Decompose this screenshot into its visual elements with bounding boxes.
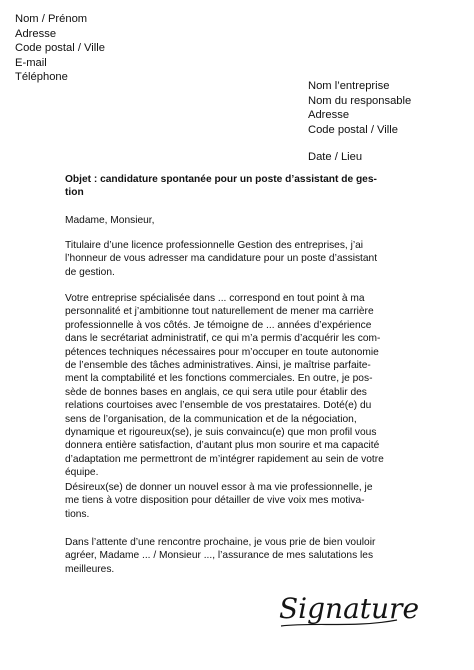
date-place-text: Date / Lieu	[308, 151, 363, 163]
paragraph-line: agréer, Madame ... / Monsieur ..., l’assurance de mes salutations les	[65, 550, 374, 562]
paragraph-line: dynamique et rigoureux(se), je suis convaincu(e) que mon profil vous	[65, 427, 377, 439]
paragraph-introduction	[65, 239, 377, 279]
sender-block	[15, 12, 105, 85]
paragraph-line: Titulaire d’une licence professionnelle Gestion des entreprises, j’ai	[65, 240, 364, 251]
subject-line-1: Objet : candidature spontanée pour un poste d’assistant de ges-	[65, 174, 377, 185]
paragraph-line: pétences techniques nécessaires pour m’occuper en toute autonomie	[65, 346, 379, 358]
sender-phone: Téléphone	[15, 71, 68, 84]
paragraph-line: sens de l’organisation, de la communication et de la négociation,	[65, 413, 357, 425]
recipient-block	[308, 79, 411, 137]
recipient-address: Adresse	[308, 109, 350, 122]
paragraph-line: donnera entière satisfaction, d’autant plus mon sourire et ma capacité	[65, 440, 380, 452]
sender-name: Nom / Prénom	[15, 13, 88, 25]
handwritten-signature	[275, 582, 420, 634]
paragraph-line: ment la comptabilité et les fonctions commerciales. En outre, je pos-	[65, 373, 373, 385]
recipient-manager: Nom du responsable	[308, 94, 412, 107]
salutation	[65, 214, 154, 227]
sender-postal-city: Code postal / Ville	[15, 42, 105, 55]
paragraph-line: tions.	[65, 508, 90, 520]
subject-line-2: tion	[65, 187, 84, 199]
signature-text: Signature	[279, 592, 420, 625]
paragraph-line: me tiens à votre disposition pour détailler de vive voix mes motiva-	[65, 495, 365, 507]
paragraph-line: meilleures.	[65, 563, 115, 575]
date-place	[308, 150, 362, 165]
paragraph-line: professionnelle à vos côtés. Je témoigne de ... années d’expérience	[65, 319, 372, 331]
paragraph-line: personnalité et j’ambitionne tout naturellement de mener ma carrière	[65, 306, 374, 318]
recipient-company: Nom l’entreprise	[308, 80, 390, 92]
paragraph-line: relations courtoises avec l’ensemble de vos prestataires. Doté(e) du	[65, 400, 372, 412]
signature-drawing	[275, 582, 420, 634]
paragraph-closing	[65, 536, 375, 576]
recipient-postal-city: Code postal / Ville	[308, 123, 398, 136]
salutation-text: Madame, Monsieur,	[65, 215, 155, 226]
paragraph-line: l’honneur de vous adresser ma candidature pour un poste d’assistant	[65, 253, 378, 265]
paragraph-line: sède de bonnes bases en anglais, ce qui sera utile pour établir des	[65, 386, 367, 398]
paragraph-line: équipe.	[65, 467, 99, 479]
paragraph-line: de gestion.	[65, 266, 115, 278]
paragraph-line: de l’ensemble des tâches administratives. Ainsi, je maîtrise parfaite-	[65, 360, 371, 372]
paragraph-line: Votre entreprise spécialisée dans ... correspond en tout point à ma	[65, 293, 365, 304]
paragraph-line: Désireux(se) de donner un nouvel essor à ma vie professionnelle, je	[65, 482, 373, 493]
paragraph-line: Dans l’attente d’une rencontre prochaine, je vous prie de bien vouloir	[65, 537, 376, 548]
paragraph-line: dans le secrétariat administratif, ce qui m’a permis d’acquérir les com-	[65, 333, 381, 345]
sender-address: Adresse	[15, 27, 57, 40]
paragraph-experience	[65, 292, 384, 480]
subject-line	[65, 173, 420, 200]
paragraph-motivation	[65, 481, 373, 521]
sender-email: E-mail	[15, 56, 47, 69]
paragraph-line: d’adaptation me permettront de m’intégrer rapidement au sein de votre	[65, 453, 384, 465]
